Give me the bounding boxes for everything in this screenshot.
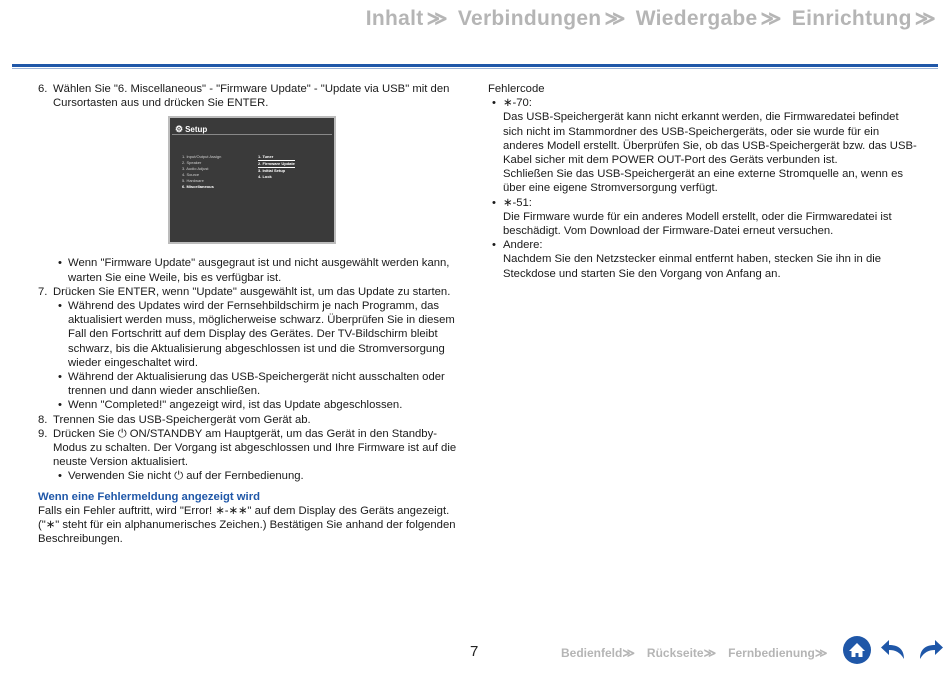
page-number: 7 [470, 643, 479, 660]
menu-item: 3. Audio Adjust [182, 166, 209, 172]
back-icon[interactable] [880, 637, 908, 663]
header-rule-thin [12, 68, 938, 69]
menu-item: 4. Source [182, 172, 200, 178]
top-navigation [366, 6, 936, 31]
nav-label: Inhalt [365, 6, 424, 30]
submenu-item: 4. Lock [258, 174, 272, 180]
setup-title-text: Setup [185, 125, 208, 135]
chevron-icon: ≫ [604, 8, 626, 30]
nav-wiedergabe[interactable] [636, 6, 782, 31]
note-bullet [38, 370, 463, 398]
gear-icon: ⚙ [175, 124, 184, 135]
bottom-navigation [561, 646, 827, 660]
menu-item: 2. Speaker [182, 160, 202, 166]
error-code-item [488, 238, 918, 252]
setup-menu [182, 154, 221, 190]
nav-label: Einrichtung [791, 6, 912, 30]
note-text: Wenn "Firmware Update" ausgegraut ist und nicht ausgewählt werden kann, warten Sie eine Weile, bis es verfügbar ist. [68, 257, 450, 284]
bullet-icon: • [58, 399, 62, 412]
right-column [488, 82, 918, 281]
error-code: Andere: [503, 239, 543, 252]
nav-inhalt[interactable] [366, 6, 448, 31]
error-code-item [488, 196, 918, 210]
link-bedienfeld[interactable]: Bedienfeld≫ [561, 646, 635, 660]
bullet-icon: • [492, 97, 496, 110]
note-text: Während der Aktualisierung das USB-Speichergerät nicht ausschalten oder trennen und dann wieder anschließen. [68, 371, 445, 398]
bullet-icon: • [58, 257, 62, 270]
note-bullet [38, 299, 463, 370]
forward-icon[interactable] [916, 637, 944, 663]
chevron-icon: ≫ [760, 8, 782, 30]
error-description: Schließen Sie das USB-Speichergerät an eine externe Stromquelle an, wenn es über eine eigene Stromversorgung verfügt. [503, 168, 904, 195]
error-description: Die Firmware wurde für ein anderes Modell erstellt, oder die Firmwaredatei ist beschädigt. Vom Download der Firmware-Datei erneut versuchen. [503, 210, 892, 238]
bullet-icon: • [58, 371, 62, 384]
error-heading: Wenn eine Fehlermeldung angezeigt wird [38, 490, 260, 503]
error-code: ∗-70: [503, 97, 532, 110]
error-description: Das USB-Speichergerät kann nicht erkannt werden, die Firmwaredatei befindet sich nicht im Stammordner des USB-Speichergeräts, oder sie wurde für ein anderes Modell erstellt. Überprüfen Sie, ob das USB-Speichergerät bzw. das USB-Kabel sicher mit dem POWER OUT-Port des Geräts verbunden ist. [503, 111, 917, 167]
setup-screen-image [168, 116, 336, 244]
error-code-item [488, 96, 918, 110]
chevron-icon: ≫ [426, 8, 448, 30]
note-bullet [38, 256, 463, 284]
step-text: Wählen Sie "6. Miscellaneous" - "Firmware Update" - "Update via USB" mit den Cursortasten aus und drücken Sie ENTER. [53, 83, 450, 110]
step-number: 6. [38, 83, 48, 95]
nav-label: Wiedergabe [635, 6, 758, 30]
chevron-icon: ≫ [914, 8, 936, 30]
bullet-icon: • [492, 239, 496, 252]
menu-item-selected: 6. Miscellaneous [182, 184, 214, 190]
submenu-item: 3. Initial Setup [258, 168, 286, 174]
left-column [38, 82, 463, 546]
step-text: Trennen Sie das USB-Speichergerät vom Gerät ab. [53, 413, 311, 426]
error-code-title: Fehlercode [488, 83, 545, 95]
step-6 [38, 82, 463, 110]
step-number: 8. [38, 413, 48, 426]
nav-einrichtung[interactable] [792, 6, 936, 31]
nav-label: Verbindungen [457, 6, 602, 30]
note-text: Wenn "Completed!" angezeigt wird, ist das Update abgeschlossen. [68, 399, 403, 412]
bullet-icon: • [58, 300, 62, 313]
menu-item: 1. Input/Output Assign [182, 154, 222, 160]
home-icon[interactable] [842, 635, 872, 665]
submenu-item: 1. Tuner [258, 154, 274, 160]
note-bullet [38, 469, 463, 483]
link-fernbedienung[interactable]: Fernbedienung≫ [728, 646, 828, 660]
divider [172, 134, 332, 135]
note-text: Während des Updates wird der Fernsehbildschirm je nach Programm, das aktualisiert werden muss, möglicherweise schwarz. Überprüfen Sie in diesem Fall den Fortschritt auf dem Display des Gerätes. Der TV-Bildschirm bleibt schwarz, bis die Aktualisierung abgeschlossen ist und die Stromversorgung wieder eingeschaltet wird. [68, 300, 455, 369]
note-bullet [38, 398, 463, 412]
error-code: ∗-51: [503, 196, 532, 209]
step-number: 9. [38, 427, 48, 440]
step-9 [38, 427, 463, 470]
error-text: Falls ein Fehler auftritt, wird "Error! ∗-∗∗" auf dem Display des Geräts angezeigt. ("∗" steht für ein alphanumerisches Zeichen.) Bestätigen Sie anhand der folgenden Beschreibungen. [38, 504, 456, 546]
note-text: Verwenden Sie nicht ⏻ auf der Fernbedienung. [68, 470, 304, 483]
step-8 [38, 413, 463, 427]
bullet-icon: • [492, 196, 496, 209]
nav-verbindungen[interactable] [458, 6, 626, 31]
step-text: Drücken Sie ⏻ ON/STANDBY am Hauptgerät, um das Gerät in den Standby-Modus zu schalten. Der Vorgang ist abgeschlossen und Ihre Firmware ist auf die neuste Version aktualisiert. [53, 427, 457, 469]
menu-item: 5. Hardware [182, 178, 204, 184]
step-text: Drücken Sie ENTER, wenn "Update" ausgewählt ist, um das Update zu starten. [53, 285, 451, 298]
step-number: 7. [38, 285, 48, 298]
step-7 [38, 285, 463, 299]
header-rule [12, 64, 938, 67]
footer-icons [842, 635, 944, 665]
setup-submenu [258, 154, 295, 180]
bullet-icon: • [58, 470, 62, 483]
link-rueckseite[interactable]: Rückseite≫ [646, 646, 717, 660]
submenu-item-highlighted: 2. Firmware Update [258, 161, 295, 167]
error-description: Nachdem Sie den Netzstecker einmal entfernt haben, stecken Sie ihn in die Steckdose und starten Sie den Vorgang von Anfang an. [503, 253, 882, 280]
